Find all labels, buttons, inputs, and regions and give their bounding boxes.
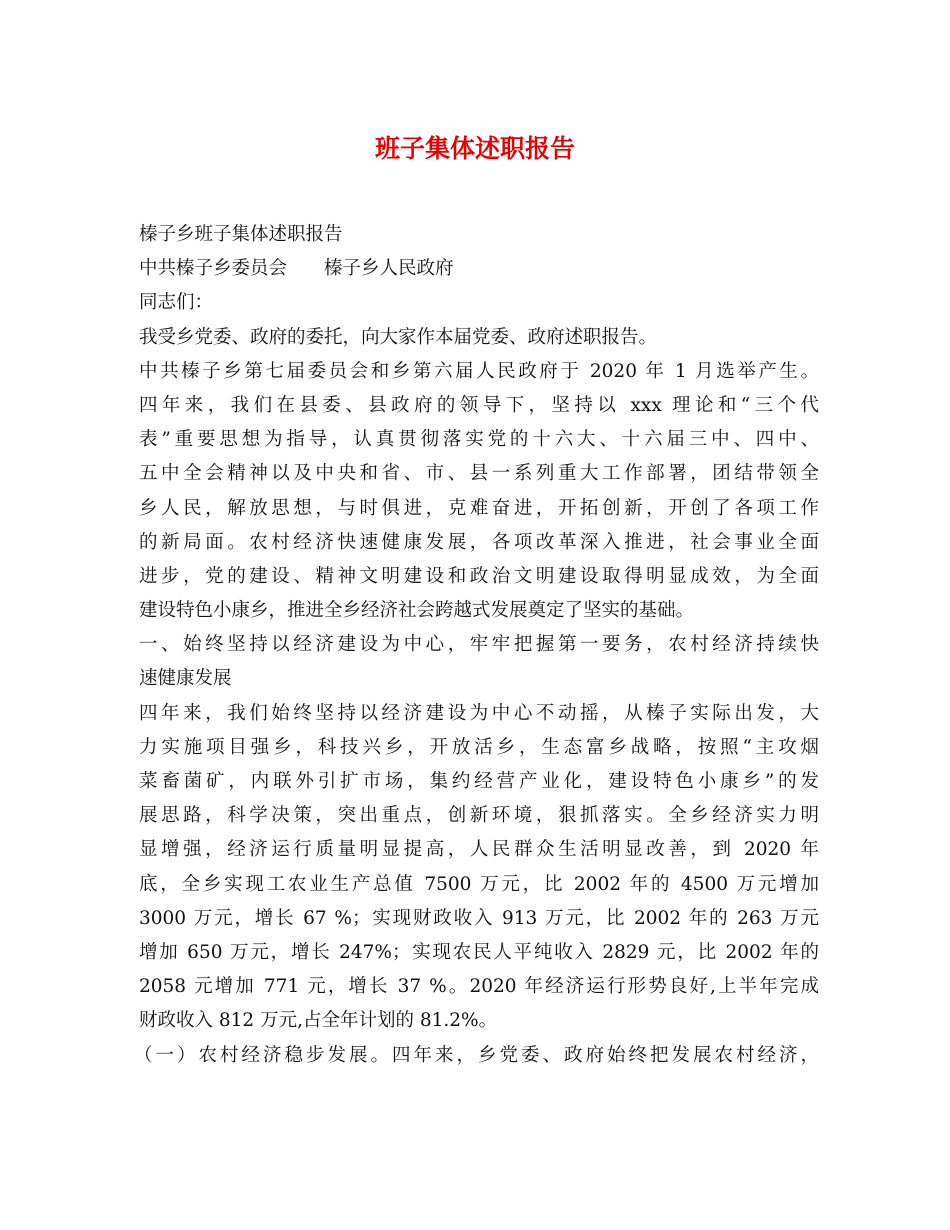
body-line: 四年来，我们始终坚持以经济建设为中心不动摇，从榛子实际出发，大 (139, 702, 819, 724)
body-line: 表”重要思想为指导，认真贯彻落实党的十六大、十六届三中、四中、 (139, 429, 819, 451)
body-line: 进步，党的建设、精神文明建设和政治文明建设取得明显成效，为全面 (139, 565, 819, 587)
body-line: 3000 万元，增长 67 %；实现财政收入 913 万元，比 2002 年的 263 万元 (139, 907, 819, 929)
body-line: 我受乡党委、政府的委托，向大家作本届党委、政府述职报告。 (139, 326, 658, 348)
body-line: 2058 元增加 771 元，增长 37 %。2020 年经济运行形势良好,上半年完成 (139, 976, 819, 998)
body-line: 显增强，经济运行质量明显提高，人民群众生活明显改善，到 2020 年 (139, 839, 819, 861)
body-line: 力实施项目强乡，科技兴乡，开放活乡，生态富乡战略，按照“主攻烟 (139, 736, 819, 758)
body-line: 菜畜菌矿，内联外引扩市场，集约经营产业化，建设特色小康乡”的发 (139, 771, 819, 792)
body-line: 展思路，科学决策，突出重点，创新环境，狠抓落实。全乡经济实力明 (139, 805, 819, 827)
body-line: 底，全乡实现工农业生产总值 7500 万元，比 2002 年的 4500 万元增加 (139, 873, 819, 895)
body-line: 四年来，我们在县委、县政府的领导下，坚持以 xxx 理论和“三个代 (139, 394, 819, 416)
body-line: 五中全会精神以及中央和省、市、县一系列重大工作部署，团结带领全 (139, 463, 819, 485)
body-line: 增加 650 万元，增长 247%；实现农民人平纯收入 2829 元，比 2002 年的 (139, 941, 819, 963)
body-line: 乡人民，解放思想，与时俱进，克难奋进，开拓创新，开创了各项工作 (139, 497, 819, 519)
body-line: 的新局面。农村经济快速健康发展，各项改革深入推进，社会事业全面 (139, 531, 819, 553)
body-line: 中共榛子乡第七届委员会和乡第六届人民政府于 2020 年 1 月选举产生。 (139, 360, 819, 382)
document-title: 班子集体述职报告 (374, 134, 575, 163)
body-line: （一）农村经济稳步发展。四年来，乡党委、政府始终把发展农村经济， (134, 1044, 819, 1066)
body-line: 速健康发展 (139, 668, 232, 690)
body-line: 建设特色小康乡，推进全乡经济社会跨越式发展奠定了坚实的基础。 (139, 600, 695, 622)
body-line: 榛子乡班子集体述职报告 (139, 224, 343, 245)
body-line: 财政收入 812 万元,占全年计划的 81.2%。 (139, 1010, 498, 1032)
body-line: 同志们： (139, 292, 214, 314)
document-body (134, 218, 819, 1073)
body-line: 中共榛子乡委员会 榛子乡人民政府 (139, 258, 454, 280)
body-line: 一、始终坚持以经济建设为中心，牢牢把握第一要务，农村经济持续快 (139, 634, 819, 656)
